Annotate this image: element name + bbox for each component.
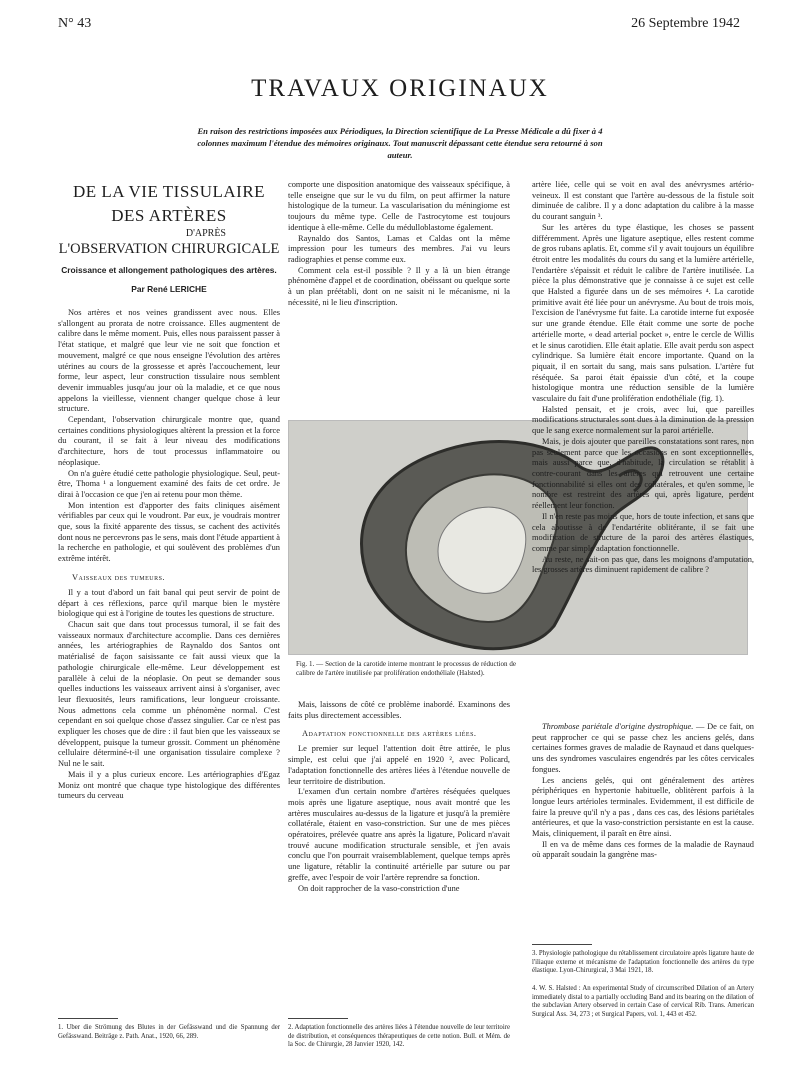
footnote-4: 4. W. S. Halsted : An experimental Study of circumscribed Dilation of an Artery immediately distal to a partially occluding Band and its bearing on the dilation of the subclavian Artery observed in certain Case of cervical Rib. Trans. American Surgical Ass. 34, 273 ; et Surgical Papers, vol. 1, 443 et 452. [532,985,754,1018]
paragraph: comporte une disposition anatomique des vaisseaux spécifique, à telle enseigne que sur le vu du film, on peut affirmer la nature histologique de la tumeur. La vascularisation du méningiome est toujours du même type. Celle de l'astrocytome est toujours identique à elle-même. Celle du médulloblastome également. [288,180,510,232]
paragraph: Il en va de même dans ces formes de la maladie de Raynaud où apparaît soudain la gangrène mas- [532,839,754,860]
article-subtitle: Croissance et allongement pathologiques des artères. [61,265,277,275]
issue-number: N° 43 [58,16,92,31]
paragraph: Au reste, ne sait-on pas que, dans les moignons d'amputation, les grosses artères diminuent rapidement de calibre ? [532,554,754,575]
paragraph: artère liée, celle qui se voit en aval des anévrysmes artério-veineux. Il est constant que l'artère au-dessous de la fistule soit diminuée de calibre. Il y a donc adaptation du calibre à la masse du courant sanguin ³. [532,180,754,222]
paragraph: L'examen d'un certain nombre d'artères réséquées quelques mois après une ligature aseptique, nous avait montré que les artères musculaires au-dessus de la ligature et jusqu'à la première collatérale, étaient en vaso-constriction. Sur une de mes pièces opératoires, prélevée quatre ans après la ligature, Policard n'avait trouvé aucune modification structurale sensible, et j'en avais conclu que l'on pourrait vraisemblablement, quelque temps après une ligature, rétablir la continuité artérielle par suture ou par greffe, avec l'espoir de voir l'artère reprendre sa fonction. [288,787,510,882]
section-heading: Thrombose pariétale d'origine dystrophique. [542,722,694,731]
paragraph: Halsted pensait, et je crois, avec lui, que pareilles modifications structurales sont dues à la diminution de la pression que le sang exerce normalement sur la paroi artérielle. [532,404,754,436]
column-3-bottom [532,722,754,861]
article-title-3: D'APRÈS [185,228,226,239]
paragraph: Le premier sur lequel l'attention doit être attirée, le plus simple, est celui que j'ai appelé en 1920 ², avec Policard, l'adaptation fonctionnelle des artères liées à l'étendue nouvelle de leur territoire de distribution. [288,744,510,786]
paragraph: Mon intention est d'apporter des faits cliniques aisément vérifiables par ceux qui le voudront. Par eux, je voudrais montrer que, sous la fixité apparente des tissus, se cachent des activités dont nous ne percevrons pas le sens, mais dont l'étude appartient à la recherche en pathologie, et qui soulèvent des problèmes d'un extrême intérêt. [58,500,280,564]
footnote-rule [532,944,592,945]
figure-caption: Fig. 1. — Section de la carotide interne montrant le processus de réduction de calibre de l'artère inutilisée par prolifération endothéliale (Halsted). [296,660,516,677]
paragraph: Sur les artères du type élastique, les choses se passent différemment. Après une ligature aseptique, elles restent comme de gros rubans aplatis. Et, comme s'il y avait toujours un équilibre étroit entre les modalités du cours du sang et la lumière artérielle, l'endartère s'épaissit et réduit le calibre de l'artère inutilisée. La pièce la plus démonstrative que je connaisse à ce sujet est celle que Halsted a figurée dans un de ses mémoires ⁴. La carotide primitive avait été liée pour un anévrysme. Au bout de trois mois, l'excision de l'anévrysme fut faite. La carotide interne fut exposée sur une grande étendue. Elle était comme une sorte de poche artérielle morte, « dead arterial pocket », entre le cercle de Willis et le sinus carotidien. Elle était aplatie. Elle avait perdu son aspect cylindrique. Sa lumière était encore importante. Quand on la piquait, il en sortait du sang, mais sans pulsation. L'artère fut réséquée. Sa paroi était épaissie d'un côté, et la coupe histologique montra une réduction sensible de la lumière vasculaire du fait d'une prolifération endothéliale (fig. 1). [532,222,754,404]
footnote-2: 2. Adaptation fonctionnelle des artères liées à l'étendue nouvelle de leur territoire de distribution, et conséquences thérapeutiques de cette notion. Bull. et Mém. de la Soc. de Chirurgie, 28 Janvier 1920, 142. [288,1024,510,1049]
paragraph: Nos artères et nos veines grandissent avec nous. Elles s'allongent au prorata de notre croissance. Elles augmentent de calibre dans le même moment. Puis, elles nous paraissent passer à l'état statique, et malgré que leur vie ne soit que fonction et mouvement, malgré ce que nous enseigne l'évolution des artères utérines au cours de la grossesse et après l'accouchement, leur forme, leur aspect, leur construction tissulaire nous semblent devenir immuables jusqu'au jour où la maladie, et ce que nous appelons la vieillesse, viennent changer quelque chose à leur structure. [58,308,280,414]
paragraph: Il y a tout d'abord un fait banal qui peut servir de point de départ à ces réflexions, parce qu'il marque bien le mystère biologique qui est à l'origine de toutes les questions de structure. [58,587,280,619]
paragraph: Mais, je dois ajouter que pareilles constatations sont rares, non pas seulement parce que les occasions en sont exceptionnelles, mais aussi parce que, d'habitude, la circulation se rétablit à contre-courant dans les artères qui retrouvent une certaine fonctionnabilité si elles ont des collatérales, et qu'en somme, le nombre est restreint des artères qui, après ligature, perdent réellement leur fonction. [532,436,754,511]
paragraph: Mais, laissons de côté ce problème inabordé. Examinons des faits plus directement accessibles. [288,700,510,720]
editorial-notice: En raison des restrictions imposées aux Périodiques, la Direction scientifique de La Presse Médicale a dû fixer à 4 colonnes maximum l'étendue des mémoires originaux. Tout manuscrit dépassant cette étendue sera retourné à son auteur. [197,126,603,160]
paragraph: Cependant, l'observation chirurgicale montre que, quand certaines conditions physiologiques altèrent la pression et la force du courant, il se fait à leur niveau des modifications d'architecture, hors de tout processus inflammatoire ou néoplasique. [58,415,280,467]
footnote-1: 1. Uber die Strömung des Blutes in der Gefässwand und die Spannung der Gefässwand. Beiträge z. Path. Anat., 1920, 66, 289. [58,1024,280,1040]
section-title: TRAVAUX ORIGINAUX [251,75,549,102]
paragraph: Il n'en reste pas moins que, hors de toute infection, et sans que cela aboutisse à de l'endartérite oblitérante, il se fait une modification de structure de la paroi des artères élastiques, comme par simple adaptation fonctionnelle. [532,511,754,553]
paragraph: Comment cela est-il possible ? Il y a là un bien étrange phénomène d'appel et de coordination, obéissant ou quelque sorte à un plan préétabli, dont on ne saisit ni le mécanisme, ni la nécessité, ni le lieu d'inscription. [288,265,510,307]
footnote-3: 3. Physiologie pathologique du rétablissement circulatoire après ligature haute de l'iliaque externe et mécanisme de l'adaptation fonctionnelle des artères du type élastique. Lyon-Chirurgical, 3 Mai 1921, 18. [532,950,754,975]
article-title-4: L'OBSERVATION CHIRURGICALE [58,241,280,257]
column-2-top [288,180,510,308]
paragraph: Les anciens gelés, qui ont généralement des artères périphériques en hypertonie habituelle, oblitèrent parfois à la longue leurs artérioles terminales. Evidemment, il est difficile de faire la preuve qu'il n'y a pas , dans ces cas, des lésions pariétales antérieures, et que la vaso-constriction persistante en est la cause. Mais, cliniquement, il paraît en être ainsi. [532,775,754,839]
article-author: Par René LERICHE [131,284,207,294]
article-title-1: DE LA VIE TISSULAIRE [72,182,266,201]
paragraph: Chacun sait que dans tout processus tumoral, il se fait des vaisseaux normaux d'architecture accomplie. Dans ces dernières années, les artériographies de Raynaldo dos Santos ont matérialisé de façon saisissante ce fait aussi vieux que la pathologie chirurgicale elle-même. Leur développement est parallèle à celui de la néoplasie. On peut se demander sous quelles inductions les vaisseaux arrivent ainsi à s'organiser, avec leur flexuosités, leurs ramifications, leur longueur croissante. Nous admettons cela comme un phénomène normal. C'est cependant en soi quelque chose d'assez singulier. Car ce n'est pas expliquer les choses que de dire : il faut bien que les vaisseaux se développent, puisque la tumeur grossit. Comment un phénomène cellulaire déterminé-t-il une organisation tissulaire complexe ? Nul ne le sait. [58,619,280,769]
column-3-top [532,180,754,576]
paragraph: Mais il y a plus curieux encore. Les artériographies d'Egaz Moniz ont montré que chaque type histologique des différentes tumeurs du cerveau [58,769,280,801]
footnote-rule [58,1018,118,1019]
paragraph: On doit rapprocher de la vaso-constriction d'une [298,883,460,893]
column-1 [58,180,280,802]
footnote-rule [288,1018,348,1019]
paragraph: — De ce fait, on peut rapprocher ce qui se passe chez les anciens gelés, dans certaines formes graves de maladie de Raynaud et dans quelques-uns des syndromes vasculaires engendrés par les côtes cervicales fongues. [532,722,754,774]
column-2-bottom [288,700,510,894]
article-title-2: DES ARTÈRES [111,206,227,225]
section-heading: Adaptation fonctionnelle des artères liées. [302,729,477,739]
section-heading: Vaisseaux des tumeurs. [72,572,166,582]
paragraph: On n'a guère étudié cette pathologie physiologique. Seul, peut-être, Thoma ¹ a longuement examiné des faits de cet ordre. Je dirai à l'occasion ce que j'en ai retenu pour mon thème. [58,468,280,499]
issue-date: 26 Septembre 1942 [631,16,740,31]
paragraph: Raynaldo dos Santos, Lamas et Caldas ont la même impression pour les tumeurs des membres. J'ai vu leurs radiographies et pense comme eux. [288,233,510,264]
